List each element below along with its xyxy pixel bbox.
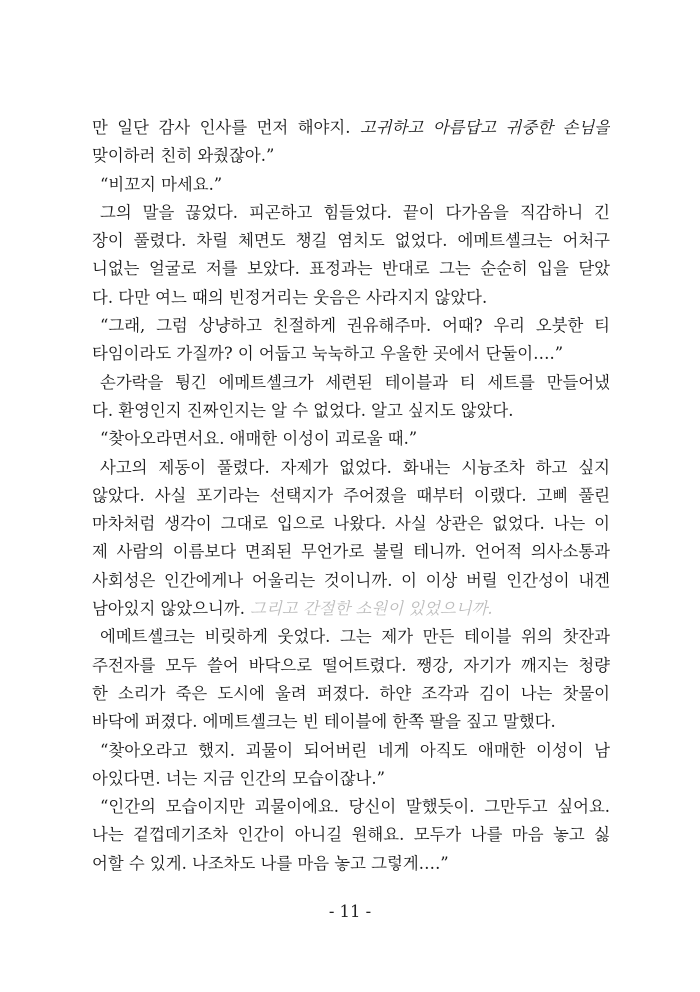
text-line bbox=[92, 680, 610, 708]
text-segment: 나는 겉껍데기조차 인간이 아니길 원해요. 모두가 나를 마음 놓고 싫 bbox=[92, 825, 610, 845]
text-segment: “찾아오라고 했지. 괴물이 되어버린 네게 아직도 애매한 이성이 남 bbox=[100, 740, 610, 760]
text-segment: “그래, 그럼 상냥하고 친절하게 권유해주마. 어때? 우리 오붓한 티 bbox=[100, 316, 610, 336]
text-line bbox=[92, 227, 610, 255]
text-line bbox=[92, 171, 610, 199]
italic-text: 고귀하고 아름답고 귀중한 손님을 bbox=[359, 118, 610, 137]
text-line bbox=[92, 482, 610, 510]
text-segment: 한 소리가 죽은 도시에 울려 퍼졌다. 하얀 조각과 김이 나는 찻물이 bbox=[92, 683, 610, 703]
text-segment: 장이 풀렸다. 차릴 체면도 챙길 염치도 없었다. 에메트셸크는 어처구 bbox=[92, 231, 610, 251]
text-segment: 않았다. 사실 포기라는 선택지가 주어졌을 때부터 이랬다. 고삐 풀린 bbox=[92, 485, 610, 505]
text-segment: 타임이라도 가질까? 이 어둡고 눅눅하고 우울한 곳에서 단둘이….” bbox=[92, 344, 564, 364]
text-segment: 제 사람의 이름보다 면죄된 무언가로 불릴 테니까. 언어적 의사소통과 bbox=[92, 542, 610, 562]
text-line bbox=[92, 793, 610, 821]
text-line bbox=[92, 850, 610, 878]
page-number: - 11 - bbox=[328, 902, 372, 921]
text-line bbox=[92, 567, 610, 595]
text-segment: 주전자를 모두 쓸어 바닥으로 떨어트렸다. 쨍강, 자기가 깨지는 청량 bbox=[92, 655, 610, 675]
text-segment: 만 일단 감사 인사를 먼저 해야지. bbox=[92, 118, 360, 137]
text-segment: 손가락을 튕긴 에메트셸크가 세련된 테이블과 티 세트를 만들어냈 bbox=[100, 372, 610, 392]
text-line bbox=[92, 765, 610, 793]
text-line bbox=[92, 425, 610, 453]
text-segment: “비꼬지 마세요.” bbox=[100, 174, 223, 194]
text-line bbox=[92, 142, 610, 170]
text-line bbox=[92, 652, 610, 680]
text-segment: 사고의 제동이 풀렸다. 자제가 없었다. 화내는 시늉조차 하고 싶지 bbox=[100, 457, 610, 477]
text-line bbox=[92, 737, 610, 765]
text-segment: 마차처럼 생각이 그대로 입으로 나왔다. 사실 상관은 없었다. 나는 이 bbox=[92, 514, 610, 534]
text-segment: 사회성은 인간에게나 어울리는 것이니까. 이 이상 버릴 인간성이 내겐 bbox=[92, 570, 610, 590]
body-text bbox=[92, 114, 610, 878]
text-segment: 그의 말을 끊었다. 피곤하고 힘들었다. 끝이 다가옴을 직감하니 긴 bbox=[100, 202, 610, 222]
text-segment: 아있다면. 너는 지금 인간의 모습이잖나.” bbox=[92, 768, 385, 788]
text-line bbox=[92, 114, 610, 142]
text-segment: 에메트셸크는 비릿하게 웃었다. 그는 제가 만든 테이블 위의 찻잔과 bbox=[100, 627, 610, 647]
text-segment: 다. 다만 여느 때의 빈정거리는 웃음은 사라지지 않았다. bbox=[92, 287, 488, 307]
text-line bbox=[92, 369, 610, 397]
text-line bbox=[92, 255, 610, 283]
text-line bbox=[92, 312, 610, 340]
text-line bbox=[92, 284, 610, 312]
faded-text: 그리고 간절한 소원이 있었으니까. bbox=[250, 599, 493, 619]
text-line bbox=[92, 397, 610, 425]
text-line bbox=[92, 510, 610, 538]
text-line bbox=[92, 538, 610, 566]
text-line bbox=[92, 454, 610, 482]
text-line bbox=[92, 595, 610, 623]
text-segment: 어할 수 있게. 나조차도 나를 마음 놓고 그렇게….” bbox=[92, 853, 449, 873]
text-line bbox=[92, 340, 610, 368]
text-line bbox=[92, 821, 610, 849]
text-line bbox=[92, 708, 610, 736]
text-segment: 니없는 얼굴로 저를 보았다. 표정과는 반대로 그는 순순히 입을 닫았 bbox=[92, 259, 610, 279]
text-segment: 남아있지 않았으니까. bbox=[92, 599, 251, 619]
text-segment: 다. 환영인지 진짜인지는 알 수 없었다. 알고 싶지도 않았다. bbox=[92, 400, 514, 420]
text-segment: “인간의 모습이지만 괴물이에요. 당신이 말했듯이. 그만두고 싶어요. bbox=[100, 797, 610, 817]
text-segment: “찾아오라면서요. 애매한 이성이 괴로울 때.” bbox=[100, 429, 418, 449]
text-line bbox=[92, 623, 610, 651]
text-line bbox=[92, 199, 610, 227]
text-segment: 맞이하러 친히 와줬잖아.” bbox=[92, 146, 275, 166]
text-segment: 바닥에 퍼졌다. 에메트셸크는 빈 테이블에 한쪽 팔을 짚고 말했다. bbox=[92, 712, 556, 732]
